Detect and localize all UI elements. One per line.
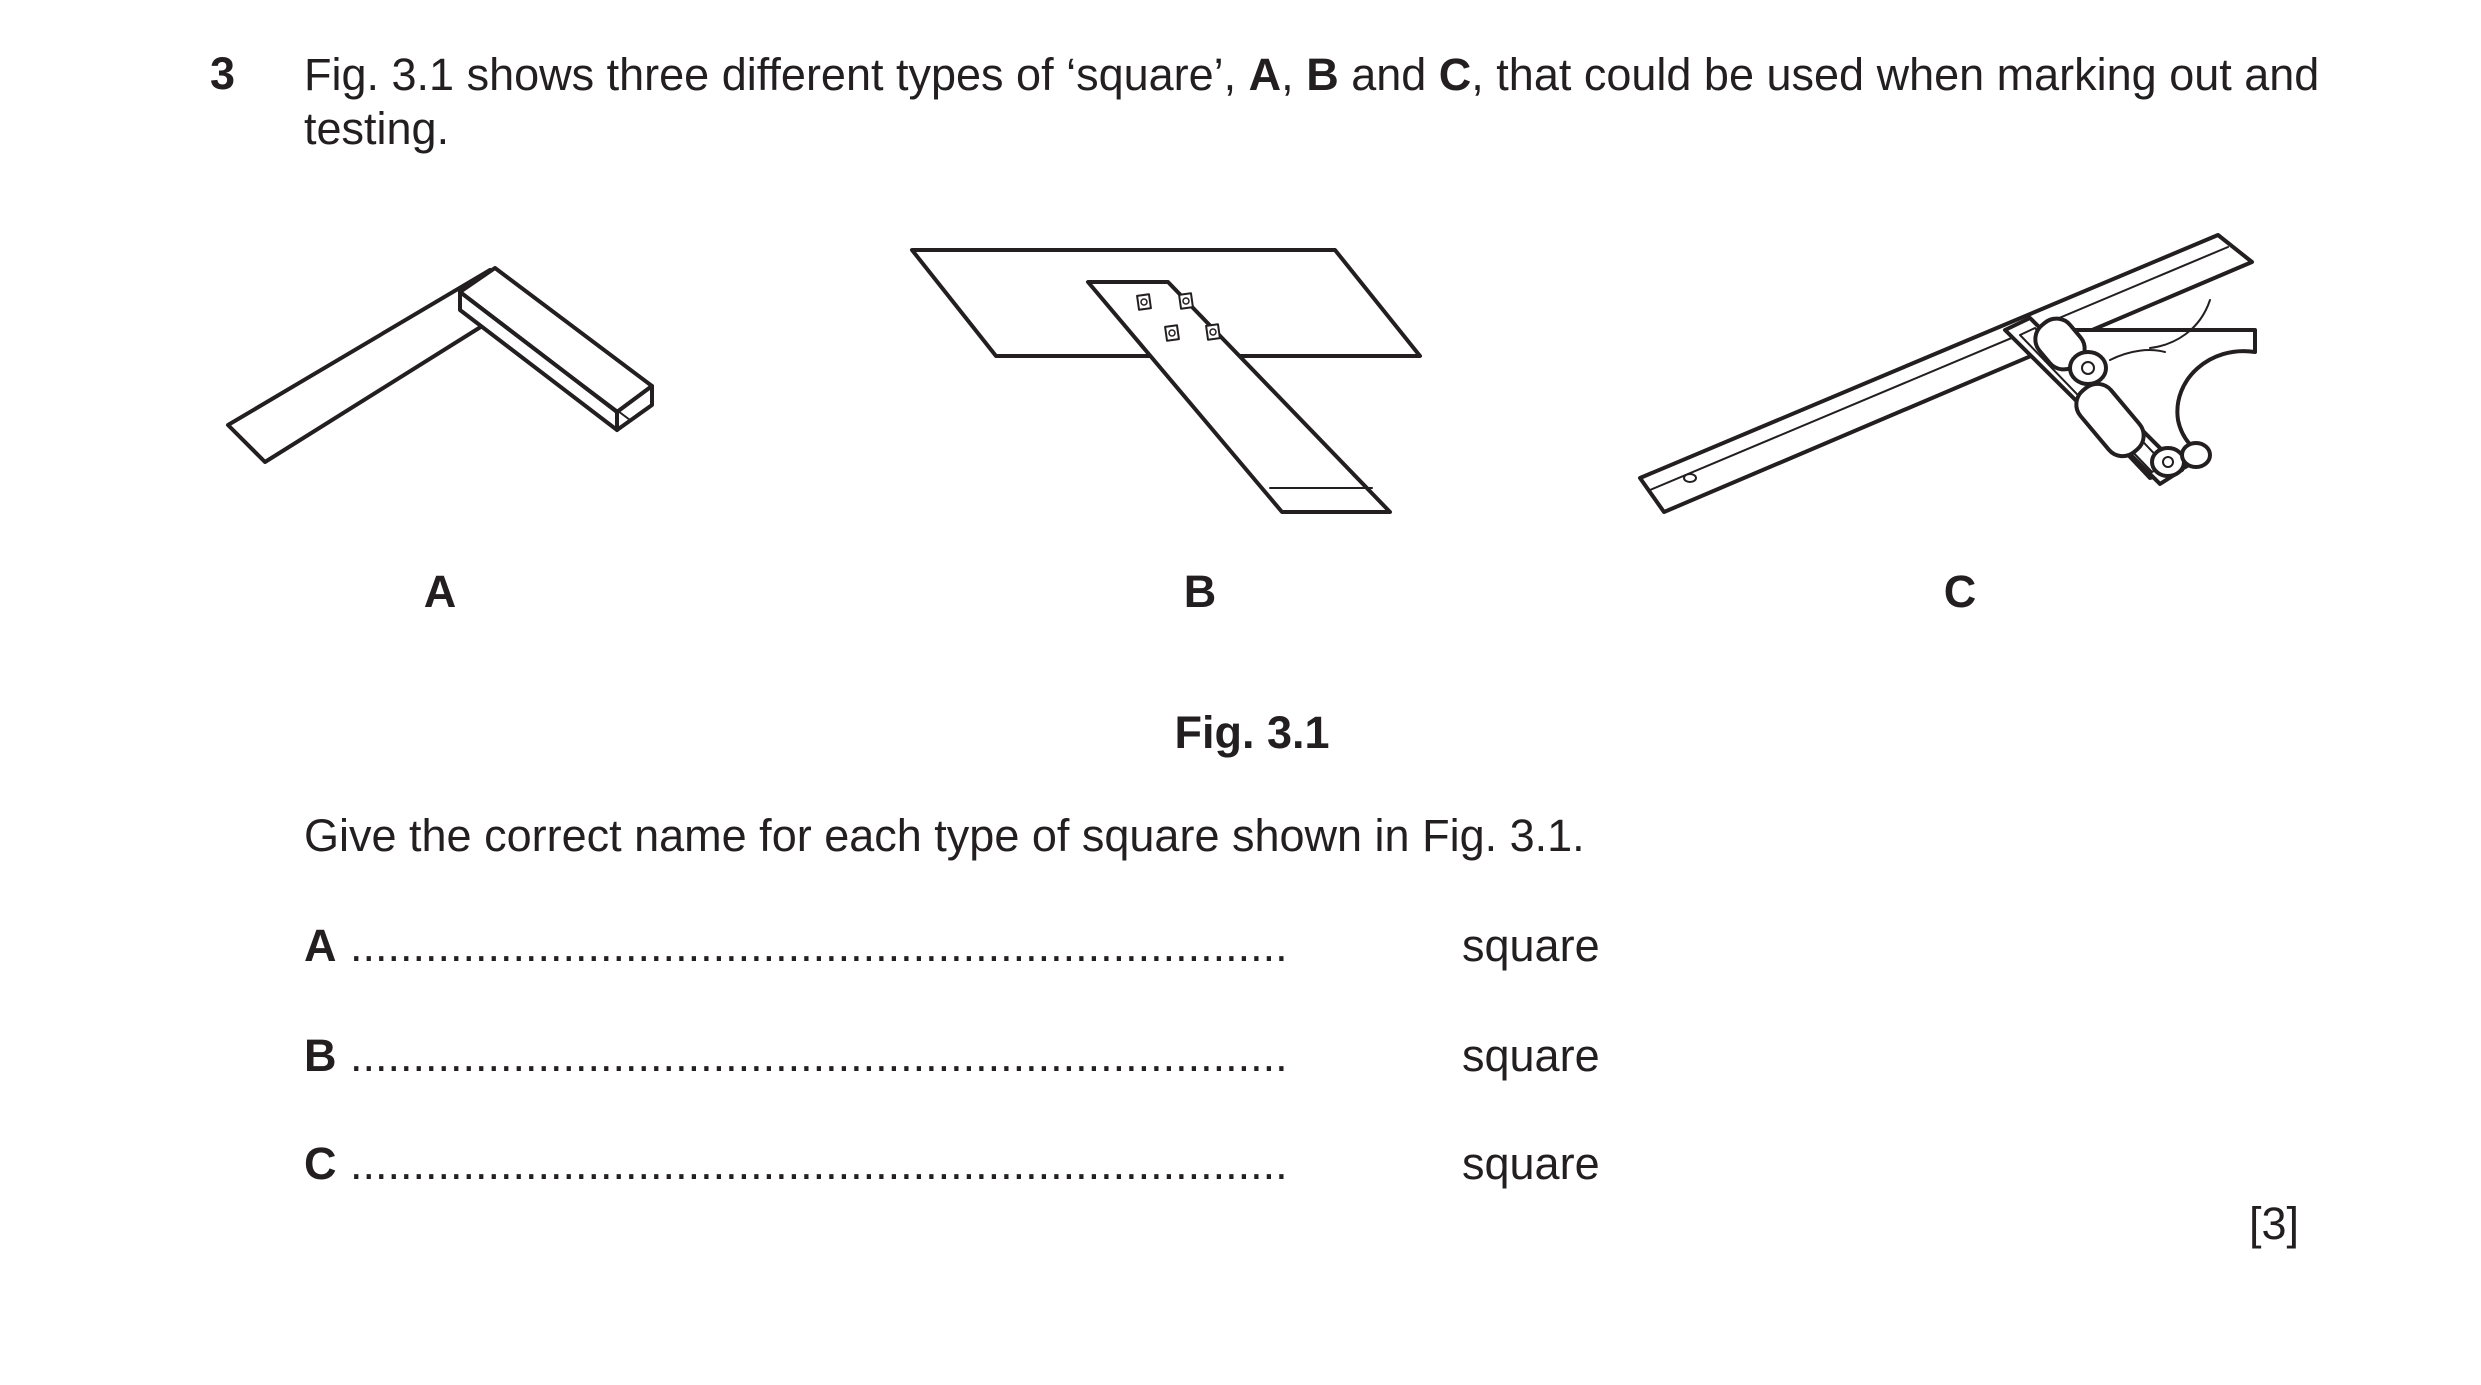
stem-text-3: and [1338, 49, 1439, 100]
try-square-drawing [228, 268, 652, 462]
answer-letter-a: A [304, 920, 337, 971]
question-number: 3 [210, 48, 236, 99]
answer-letter-c: C [304, 1138, 337, 1189]
answer-row-b [304, 1030, 1600, 1082]
answer-field-c[interactable]: ........................................................................... [350, 1138, 1288, 1189]
stem-label-c: C [1438, 49, 1472, 100]
stem-text-4: , that could be used when marking out and testing. [304, 49, 2320, 154]
answer-field-b[interactable]: ........................................................................... [350, 1030, 1288, 1081]
answer-letter-b: B [304, 1030, 337, 1081]
answer-field-a[interactable]: ........................................................................... [350, 920, 1288, 971]
answer-row-a [304, 920, 1600, 972]
figure-caption: Fig. 3.1 [1174, 707, 1330, 758]
stem-label-a: A [1248, 49, 1282, 100]
answer-suffix-b: square [1462, 1030, 1600, 1081]
instruction-text: Give the correct name for each type of square shown in Fig. 3.1. [304, 810, 1585, 861]
answer-suffix-c: square [1462, 1138, 1600, 1189]
stem-label-b: B [1306, 49, 1339, 100]
figure-label-c: C [1943, 566, 1977, 617]
stem-text-2: , [1281, 49, 1307, 100]
t-square-drawing [912, 250, 1420, 512]
combination-square-drawing [1640, 235, 2255, 512]
figure-label-a: A [423, 566, 457, 617]
stem-text-1: Fig. 3.1 shows three different types of ‘square’, [304, 49, 1249, 100]
answer-suffix-a: square [1462, 920, 1600, 971]
figure-label-b: B [1183, 566, 1217, 617]
answer-row-c [304, 1138, 1600, 1190]
question-stem [304, 48, 2334, 156]
marks-total: [3] [2248, 1198, 2299, 1249]
